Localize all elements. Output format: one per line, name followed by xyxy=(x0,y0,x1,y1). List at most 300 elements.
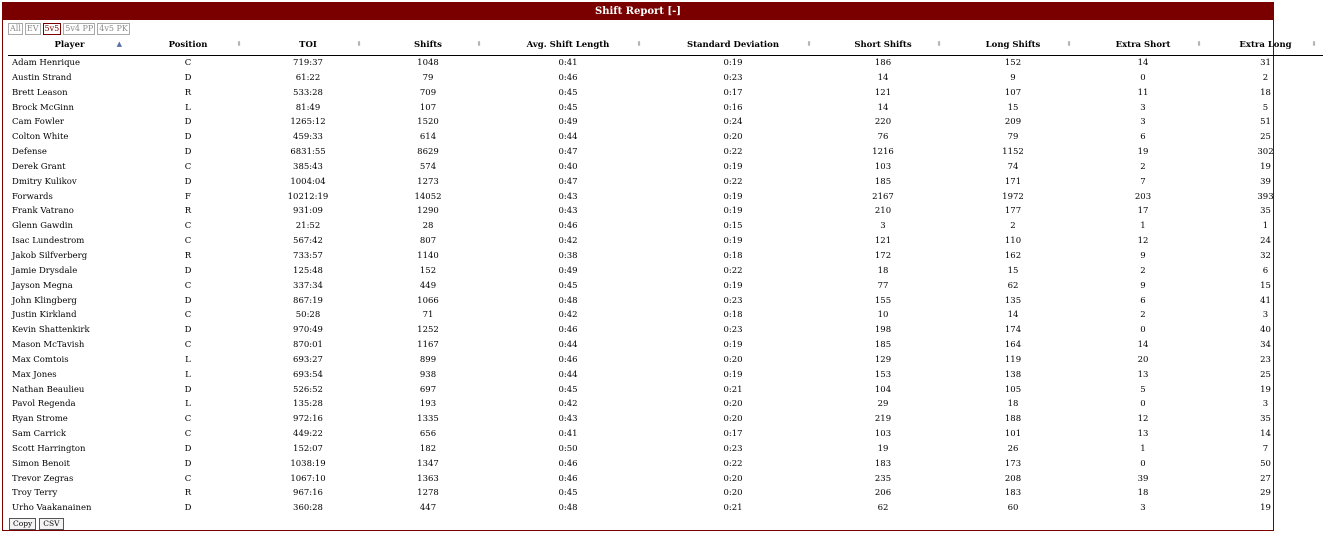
cell-standard-deviation: 0:21 xyxy=(723,384,743,395)
col-header-label: Extra Long xyxy=(1239,40,1292,50)
sort-arrows-icon: ⬍ xyxy=(1066,40,1072,48)
cell-standard-deviation: 0:23 xyxy=(723,295,743,306)
filter-ev[interactable]: EV xyxy=(26,24,39,33)
col-header-long-shifts[interactable] xyxy=(948,36,1078,56)
col-header-label: Short Shifts xyxy=(854,40,912,50)
cell-position: C xyxy=(184,236,192,247)
cell-standard-deviation: 0:19 xyxy=(723,58,743,68)
cell-avg-shift-length: 0:43 xyxy=(558,414,578,425)
cell-short-shifts: 3 xyxy=(880,221,886,232)
cell-avg-shift-length: 0:46 xyxy=(558,354,578,365)
cell-toi: 61:22 xyxy=(295,72,321,83)
cell-toi: 449:22 xyxy=(293,429,323,440)
cell-toi: 972:16 xyxy=(293,414,323,425)
cell-short-shifts: 14 xyxy=(877,102,889,113)
cell-position: C xyxy=(184,340,192,351)
cell-extra-short: 1 xyxy=(1140,221,1146,232)
cell-long-shifts: 183 xyxy=(1004,488,1022,499)
cell-long-shifts: 101 xyxy=(1004,429,1022,440)
cell-extra-long: 302 xyxy=(1257,147,1274,158)
cell-extra-short: 13 xyxy=(1137,429,1149,440)
cell-extra-short: 39 xyxy=(1137,473,1149,484)
cell-standard-deviation: 0:20 xyxy=(723,354,743,365)
col-header-avg-shift-length[interactable] xyxy=(488,36,648,56)
cell-shifts: 447 xyxy=(419,503,437,514)
copy-button[interactable]: Copy xyxy=(9,518,36,530)
cell-shifts: 107 xyxy=(419,102,437,113)
cell-short-shifts: 186 xyxy=(874,58,892,68)
cell-long-shifts: 18 xyxy=(1007,399,1019,410)
cell-avg-shift-length: 0:42 xyxy=(558,310,578,321)
cell-short-shifts: 103 xyxy=(874,429,892,440)
cell-toi: 693:27 xyxy=(293,354,323,365)
cell-short-shifts: 206 xyxy=(874,488,892,499)
filter-5v5[interactable]: 5v5 xyxy=(44,24,60,33)
table-row xyxy=(8,323,1323,338)
cell-extra-long: 31 xyxy=(1260,58,1271,68)
cell-position: L xyxy=(185,369,191,380)
table-row xyxy=(8,383,1323,398)
cell-extra-long: 1 xyxy=(1262,221,1269,232)
cell-standard-deviation: 0:22 xyxy=(723,265,743,276)
cell-player: Jayson Megna xyxy=(12,280,73,291)
cell-player: Kevin Shattenkirk xyxy=(12,325,90,336)
cell-standard-deviation: 0:24 xyxy=(723,117,743,128)
col-header-label: Extra Short xyxy=(1115,40,1171,50)
table-row xyxy=(8,234,1323,249)
cell-shifts: 1363 xyxy=(417,473,439,484)
cell-shifts: 1048 xyxy=(417,58,439,68)
cell-avg-shift-length: 0:46 xyxy=(558,458,578,469)
cell-standard-deviation: 0:19 xyxy=(723,340,743,351)
cell-shifts: 709 xyxy=(419,87,437,98)
panel-title[interactable]: Shift Report [-] xyxy=(3,3,1273,20)
cell-short-shifts: 153 xyxy=(874,369,892,380)
cell-player: Troy Terry xyxy=(12,488,58,499)
table-row xyxy=(8,486,1323,501)
cell-extra-short: 5 xyxy=(1140,384,1146,395)
cell-avg-shift-length: 0:45 xyxy=(558,488,578,499)
cell-player: Justin Kirkland xyxy=(12,310,77,321)
cell-long-shifts: 209 xyxy=(1004,117,1022,128)
shift-table xyxy=(8,36,1323,516)
cell-extra-short: 19 xyxy=(1137,147,1149,158)
cell-extra-short: 0 xyxy=(1140,325,1146,336)
cell-position: L xyxy=(185,102,191,113)
cell-extra-short: 2 xyxy=(1140,310,1146,321)
cell-shifts: 1252 xyxy=(417,325,439,336)
cell-toi: 733:57 xyxy=(293,250,323,261)
cell-long-shifts: 1152 xyxy=(1002,147,1024,158)
cell-extra-long: 15 xyxy=(1260,280,1271,291)
cell-toi: 719:37 xyxy=(293,58,323,68)
cell-standard-deviation: 0:18 xyxy=(723,310,743,321)
cell-shifts: 14052 xyxy=(414,191,442,202)
col-header-label: Player xyxy=(54,40,85,50)
cell-toi: 870:01 xyxy=(293,340,323,351)
cell-avg-shift-length: 0:49 xyxy=(558,117,578,128)
cell-player: Ryan Strome xyxy=(12,414,68,425)
cell-avg-shift-length: 0:45 xyxy=(558,384,578,395)
cell-extra-short: 14 xyxy=(1137,58,1149,68)
sort-arrows-icon: ⬍ xyxy=(936,40,942,48)
cell-player: Jamie Drysdale xyxy=(12,265,78,276)
cell-long-shifts: 9 xyxy=(1010,72,1016,83)
cell-short-shifts: 104 xyxy=(874,384,892,395)
cell-position: C xyxy=(184,429,192,440)
cell-extra-long: 50 xyxy=(1260,458,1271,469)
cell-extra-long: 7 xyxy=(1262,443,1269,454)
cell-shifts: 449 xyxy=(419,280,437,291)
table-body xyxy=(8,56,1323,517)
cell-short-shifts: 18 xyxy=(877,265,889,276)
cell-position: C xyxy=(184,414,192,425)
cell-long-shifts: 177 xyxy=(1004,206,1022,217)
sort-arrows-icon: ⬍ xyxy=(806,40,812,48)
cell-toi: 1038:19 xyxy=(290,458,326,469)
cell-position: R xyxy=(184,206,192,217)
cell-extra-long: 19 xyxy=(1260,161,1271,172)
cell-avg-shift-length: 0:46 xyxy=(558,221,578,232)
cell-avg-shift-length: 0:48 xyxy=(558,503,578,514)
cell-toi: 1067:10 xyxy=(290,473,326,484)
cell-extra-long: 3 xyxy=(1262,310,1269,321)
cell-long-shifts: 171 xyxy=(1004,176,1022,187)
cell-short-shifts: 220 xyxy=(874,117,892,128)
cell-position: D xyxy=(184,325,192,336)
cell-standard-deviation: 0:15 xyxy=(723,221,743,232)
cell-shifts: 899 xyxy=(419,354,437,365)
cell-avg-shift-length: 0:44 xyxy=(558,132,578,143)
header-row xyxy=(8,36,1323,56)
cell-toi: 526:52 xyxy=(293,384,323,395)
cell-player: Colton White xyxy=(12,132,69,143)
cell-position: D xyxy=(184,72,192,83)
cell-extra-short: 12 xyxy=(1137,236,1149,247)
cell-position: C xyxy=(184,280,192,291)
filter-4v5-pk[interactable]: 4v5 PK xyxy=(99,24,128,33)
cell-long-shifts: 15 xyxy=(1007,102,1019,113)
cell-toi: 385:43 xyxy=(293,161,323,172)
cell-extra-long: 40 xyxy=(1260,325,1271,336)
cell-toi: 567:42 xyxy=(293,236,323,247)
col-header-shifts[interactable] xyxy=(368,36,488,56)
table-row xyxy=(8,264,1323,279)
cell-player: Scott Harrington xyxy=(12,443,86,454)
cell-shifts: 1335 xyxy=(417,414,439,425)
cell-player: Frank Vatrano xyxy=(12,206,74,217)
table-row xyxy=(8,412,1323,427)
cell-extra-short: 203 xyxy=(1134,191,1152,202)
cell-position: D xyxy=(184,384,192,395)
cell-extra-long: 23 xyxy=(1260,354,1271,365)
cell-avg-shift-length: 0:41 xyxy=(558,429,578,440)
table-row xyxy=(8,294,1323,309)
cell-extra-short: 2 xyxy=(1140,161,1146,172)
cell-shifts: 8629 xyxy=(417,147,439,158)
table-row xyxy=(8,338,1323,353)
cell-toi: 459:33 xyxy=(293,132,323,143)
cell-extra-short: 2 xyxy=(1140,265,1146,276)
cell-toi: 693:54 xyxy=(293,369,323,380)
cell-avg-shift-length: 0:46 xyxy=(558,72,578,83)
cell-player: Glenn Gawdin xyxy=(12,221,73,232)
cell-long-shifts: 105 xyxy=(1004,384,1022,395)
cell-extra-long: 51 xyxy=(1260,117,1271,128)
cell-toi: 81:49 xyxy=(295,102,321,113)
table-row xyxy=(8,279,1323,294)
cell-toi: 6831:55 xyxy=(290,147,326,158)
strength-filter-bar xyxy=(8,23,130,35)
cell-toi: 1265:12 xyxy=(290,117,326,128)
cell-standard-deviation: 0:16 xyxy=(723,102,743,113)
cell-extra-long: 27 xyxy=(1260,473,1271,484)
cell-short-shifts: 14 xyxy=(877,72,889,83)
cell-standard-deviation: 0:19 xyxy=(723,369,743,380)
cell-short-shifts: 2167 xyxy=(872,191,894,202)
filter-5v4-pp[interactable]: 5v4 PP xyxy=(65,24,94,33)
cell-extra-long: 3 xyxy=(1262,399,1269,410)
cell-short-shifts: 29 xyxy=(877,399,889,410)
cell-toi: 967:16 xyxy=(293,488,323,499)
cell-extra-long: 34 xyxy=(1260,340,1271,351)
cell-long-shifts: 173 xyxy=(1004,458,1022,469)
col-header-label: Long Shifts xyxy=(985,40,1041,50)
cell-position: C xyxy=(184,161,192,172)
cell-extra-short: 6 xyxy=(1140,295,1146,306)
cell-standard-deviation: 0:22 xyxy=(723,176,743,187)
table-row xyxy=(8,175,1323,190)
cell-position: R xyxy=(184,87,192,98)
cell-shifts: 182 xyxy=(419,443,437,454)
cell-toi: 1004:04 xyxy=(290,176,326,187)
cell-extra-long: 393 xyxy=(1257,191,1274,202)
cell-short-shifts: 121 xyxy=(874,87,892,98)
cell-extra-long: 29 xyxy=(1260,488,1271,499)
cell-short-shifts: 103 xyxy=(874,161,892,172)
col-header-label: Shifts xyxy=(414,40,442,50)
cell-shifts: 152 xyxy=(419,265,437,276)
table-row xyxy=(8,204,1323,219)
cell-shifts: 938 xyxy=(419,369,437,380)
cell-standard-deviation: 0:19 xyxy=(723,161,743,172)
cell-extra-short: 12 xyxy=(1137,414,1149,425)
cell-avg-shift-length: 0:42 xyxy=(558,236,578,247)
table-row xyxy=(8,353,1323,368)
cell-standard-deviation: 0:23 xyxy=(723,443,743,454)
cell-extra-short: 9 xyxy=(1140,280,1146,291)
cell-position: C xyxy=(184,310,192,321)
cell-player: Mason McTavish xyxy=(12,340,85,351)
cell-short-shifts: 19 xyxy=(877,443,889,454)
col-header-label: TOI xyxy=(299,40,317,50)
cell-toi: 21:52 xyxy=(295,221,321,232)
cell-avg-shift-length: 0:49 xyxy=(558,265,578,276)
table-row xyxy=(8,219,1323,234)
cell-extra-short: 7 xyxy=(1140,176,1146,187)
cell-toi: 337:34 xyxy=(293,280,323,291)
cell-extra-short: 0 xyxy=(1140,72,1146,83)
cell-player: Adam Henrique xyxy=(12,58,81,68)
cell-long-shifts: 26 xyxy=(1007,443,1019,454)
table-row xyxy=(8,86,1323,101)
cell-long-shifts: 14 xyxy=(1007,310,1019,321)
cell-shifts: 28 xyxy=(422,221,434,232)
table-row xyxy=(8,368,1323,383)
cell-position: C xyxy=(184,58,192,68)
cell-shifts: 574 xyxy=(419,161,437,172)
cell-extra-long: 5 xyxy=(1262,102,1269,113)
cell-standard-deviation: 0:19 xyxy=(723,206,743,217)
cell-position: D xyxy=(184,265,192,276)
cell-shifts: 614 xyxy=(419,132,437,143)
cell-standard-deviation: 0:23 xyxy=(723,325,743,336)
cell-avg-shift-length: 0:45 xyxy=(558,280,578,291)
cell-standard-deviation: 0:20 xyxy=(723,488,743,499)
cell-standard-deviation: 0:20 xyxy=(723,399,743,410)
table-row xyxy=(8,249,1323,264)
cell-extra-long: 18 xyxy=(1260,87,1271,98)
cell-player: Pavol Regenda xyxy=(12,399,76,410)
cell-player: Austin Strand xyxy=(12,72,72,83)
cell-long-shifts: 174 xyxy=(1004,325,1022,336)
table-row xyxy=(8,115,1323,130)
cell-avg-shift-length: 0:47 xyxy=(558,147,578,158)
sort-asc-icon: ▲ xyxy=(116,40,122,48)
cell-shifts: 79 xyxy=(422,72,434,83)
cell-short-shifts: 235 xyxy=(874,473,892,484)
cell-avg-shift-length: 0:42 xyxy=(558,399,578,410)
cell-extra-long: 25 xyxy=(1260,132,1271,143)
cell-shifts: 193 xyxy=(419,399,437,410)
col-header-player[interactable] xyxy=(8,36,128,56)
cell-long-shifts: 110 xyxy=(1004,236,1022,247)
cell-toi: 931:09 xyxy=(293,206,323,217)
filter-all[interactable]: All xyxy=(10,24,21,33)
cell-player: Sam Carrick xyxy=(12,429,66,440)
col-header-label: Standard Deviation xyxy=(686,40,780,50)
cell-standard-deviation: 0:19 xyxy=(723,191,743,202)
cell-position: R xyxy=(184,488,192,499)
cell-standard-deviation: 0:17 xyxy=(723,87,743,98)
cell-short-shifts: 219 xyxy=(874,414,892,425)
cell-extra-short: 3 xyxy=(1140,102,1146,113)
col-header-standard-deviation[interactable] xyxy=(648,36,818,56)
table-row xyxy=(8,427,1323,442)
cell-standard-deviation: 0:20 xyxy=(723,132,743,143)
cell-extra-short: 3 xyxy=(1140,503,1146,514)
cell-long-shifts: 164 xyxy=(1004,340,1022,351)
table-row xyxy=(8,397,1323,412)
cell-avg-shift-length: 0:41 xyxy=(558,58,578,68)
cell-position: L xyxy=(185,399,191,410)
cell-long-shifts: 138 xyxy=(1004,369,1022,380)
table-row xyxy=(8,71,1323,86)
cell-extra-short: 6 xyxy=(1140,132,1146,143)
cell-shifts: 807 xyxy=(419,236,437,247)
table-row xyxy=(8,101,1323,116)
cell-long-shifts: 1972 xyxy=(1002,191,1024,202)
cell-long-shifts: 62 xyxy=(1007,280,1019,291)
cell-player: Max Jones xyxy=(12,369,57,380)
col-header-position[interactable] xyxy=(128,36,248,56)
cell-long-shifts: 15 xyxy=(1007,265,1019,276)
cell-shifts: 1066 xyxy=(417,295,439,306)
cell-player: Defense xyxy=(12,147,47,158)
cell-short-shifts: 198 xyxy=(874,325,892,336)
cell-standard-deviation: 0:17 xyxy=(723,429,743,440)
cell-shifts: 1140 xyxy=(417,250,439,261)
cell-extra-long: 6 xyxy=(1262,265,1269,276)
cell-avg-shift-length: 0:48 xyxy=(558,295,578,306)
cell-player: Brett Leason xyxy=(12,87,68,98)
cell-shifts: 697 xyxy=(419,384,437,395)
table-row xyxy=(8,457,1323,472)
cell-player: Urho Vaakanainen xyxy=(12,503,92,514)
cell-position: D xyxy=(184,458,192,469)
cell-toi: 50:28 xyxy=(295,310,321,321)
cell-extra-long: 2 xyxy=(1262,72,1269,83)
cell-extra-long: 35 xyxy=(1260,414,1271,425)
cell-player: Brock McGinn xyxy=(12,102,74,113)
cell-extra-short: 3 xyxy=(1140,117,1146,128)
cell-player: Simon Benoit xyxy=(12,458,70,469)
cell-extra-short: 13 xyxy=(1137,369,1149,380)
col-header-extra-long[interactable] xyxy=(1208,36,1323,56)
csv-button[interactable]: CSV xyxy=(39,518,63,530)
cell-player: Derek Grant xyxy=(12,161,66,172)
cell-position: D xyxy=(184,503,192,514)
table-row xyxy=(8,472,1323,487)
cell-position: D xyxy=(184,176,192,187)
col-header-toi[interactable] xyxy=(248,36,368,56)
cell-shifts: 1278 xyxy=(417,488,439,499)
cell-extra-short: 0 xyxy=(1140,399,1146,410)
sort-arrows-icon: ⬍ xyxy=(236,40,242,48)
cell-long-shifts: 162 xyxy=(1004,250,1022,261)
cell-toi: 867:19 xyxy=(293,295,323,306)
cell-player: Dmitry Kulikov xyxy=(12,176,77,187)
col-header-short-shifts[interactable] xyxy=(818,36,948,56)
cell-player: Nathan Beaulieu xyxy=(12,384,85,395)
cell-toi: 360:28 xyxy=(293,503,323,514)
cell-avg-shift-length: 0:45 xyxy=(558,87,578,98)
cell-extra-long: 14 xyxy=(1260,429,1271,440)
cell-long-shifts: 79 xyxy=(1007,132,1019,143)
cell-standard-deviation: 0:22 xyxy=(723,147,743,158)
cell-extra-short: 9 xyxy=(1140,250,1146,261)
cell-long-shifts: 74 xyxy=(1007,161,1019,172)
cell-extra-short: 17 xyxy=(1137,206,1149,217)
cell-position: C xyxy=(184,473,192,484)
cell-extra-long: 35 xyxy=(1260,206,1271,217)
cell-standard-deviation: 0:20 xyxy=(723,414,743,425)
col-header-extra-short[interactable] xyxy=(1078,36,1208,56)
cell-extra-long: 41 xyxy=(1260,295,1271,306)
cell-position: D xyxy=(184,117,192,128)
sort-arrows-icon: ⬍ xyxy=(476,40,482,48)
cell-avg-shift-length: 0:43 xyxy=(558,206,578,217)
sort-arrows-icon: ⬍ xyxy=(636,40,642,48)
cell-shifts: 1347 xyxy=(417,458,439,469)
cell-avg-shift-length: 0:46 xyxy=(558,325,578,336)
cell-extra-short: 20 xyxy=(1137,354,1149,365)
table-row xyxy=(8,130,1323,145)
sort-arrows-icon: ⬍ xyxy=(1311,40,1317,48)
cell-long-shifts: 119 xyxy=(1004,354,1022,365)
cell-extra-long: 25 xyxy=(1260,369,1271,380)
cell-avg-shift-length: 0:46 xyxy=(558,473,578,484)
